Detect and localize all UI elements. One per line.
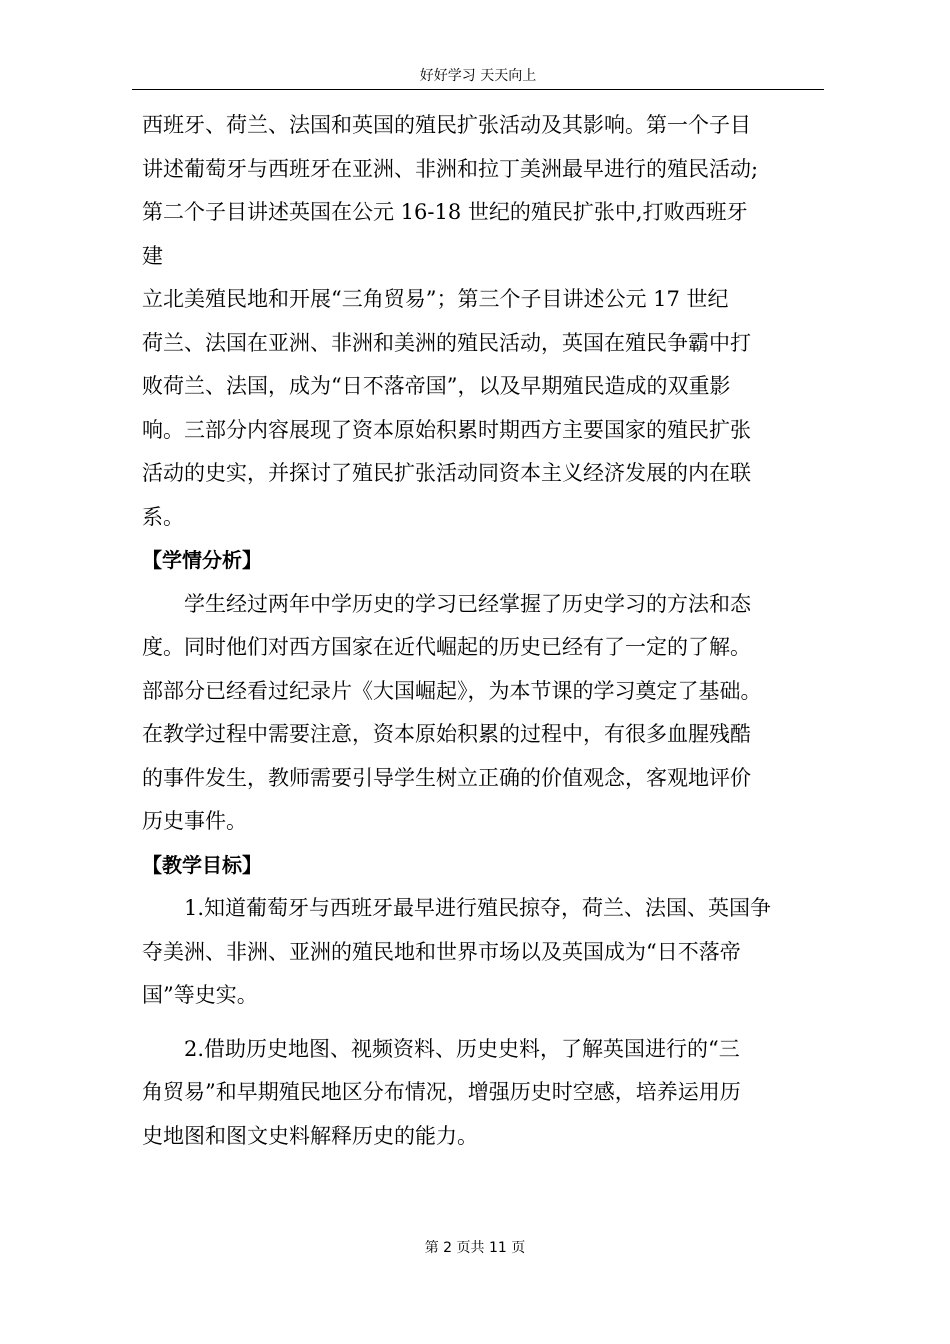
text-line: 讲述葡萄牙与西班牙在亚洲、非洲和拉丁美洲最早进行的殖民活动;: [142, 156, 759, 181]
text-line: 角贸易”和早期殖民地区分布情况，增强历史时空感，培养运用历: [142, 1080, 741, 1104]
text-line: 系。: [142, 504, 184, 529]
text-line: 响。三部分内容展现了资本原始积累时期西方主要国家的殖民扩张: [142, 417, 751, 442]
intro-paragraph: [142, 104, 814, 539]
text-line: 史地图和图文史料解释历史的能力。: [142, 1123, 478, 1148]
paragraph-spacer: [142, 1018, 814, 1028]
text-line: 度。同时他们对西方国家在近代崛起的历史已经有了一定的了解。: [142, 635, 751, 659]
teaching-goal-2: [142, 1028, 814, 1159]
page-number-label: 第 2 页共 11 页: [424, 1240, 526, 1256]
text-line: 部部分已经看过纪录片《大国崛起》，为本节课的学习奠定了基础。: [142, 678, 762, 703]
text-line: 荷兰、法国在亚洲、非洲和美洲的殖民活动，英国在殖民争霸中打: [142, 330, 751, 355]
header-divider: [132, 89, 824, 90]
document-body: [142, 104, 814, 1158]
text-line: 的事件发生，教师需要引导学生树立正确的价值观念，客观地评价: [142, 765, 751, 790]
text-line: 第二个子目讲述英国在公元 16-18 世纪的殖民扩张中,打败西班牙: [142, 200, 748, 224]
text-line: 在教学过程中需要注意，资本原始积累的过程中，有很多血腥残酷: [142, 722, 751, 746]
text-line: 2.借助历史地图、视频资料、历史史料，了解英国进行的“三: [184, 1036, 740, 1061]
section-heading-teaching-goals: 【教学目标】: [142, 852, 262, 877]
text-line: 学生经过两年中学历史的学习已经掌握了历史学习的方法和态: [184, 591, 751, 616]
text-line: 败荷兰、法国，成为“日不落帝国”，以及早期殖民造成的双重影: [142, 374, 731, 398]
text-line: 立北美殖民地和开展“三角贸易”；第三个子目讲述公元 17 世纪: [142, 287, 729, 311]
text-line: 西班牙、荷兰、法国和英国的殖民扩张活动及其影响。第一个子目: [142, 113, 751, 137]
student-analysis-paragraph: [142, 583, 814, 844]
text-line: 夺美洲、非洲、亚洲的殖民地和世界市场以及英国成为“日不落帝: [142, 939, 741, 964]
teaching-goal-1: [142, 887, 814, 1018]
page-footer: [0, 1236, 950, 1260]
text-line: 建: [142, 243, 163, 268]
text-line: 1.知道葡萄牙与西班牙最早进行殖民掠夺，荷兰、法国、英国争: [184, 896, 772, 920]
text-line: 国”等史实。: [142, 983, 258, 1007]
text-line: 历史事件。: [142, 809, 247, 833]
text-line: 活动的史实，并探讨了殖民扩张活动同资本主义经济发展的内在联: [142, 461, 751, 485]
page-header: [132, 62, 824, 90]
header-title: 好好学习 天天向上: [419, 68, 537, 84]
section-heading-student-analysis: 【学情分析】: [142, 548, 262, 572]
